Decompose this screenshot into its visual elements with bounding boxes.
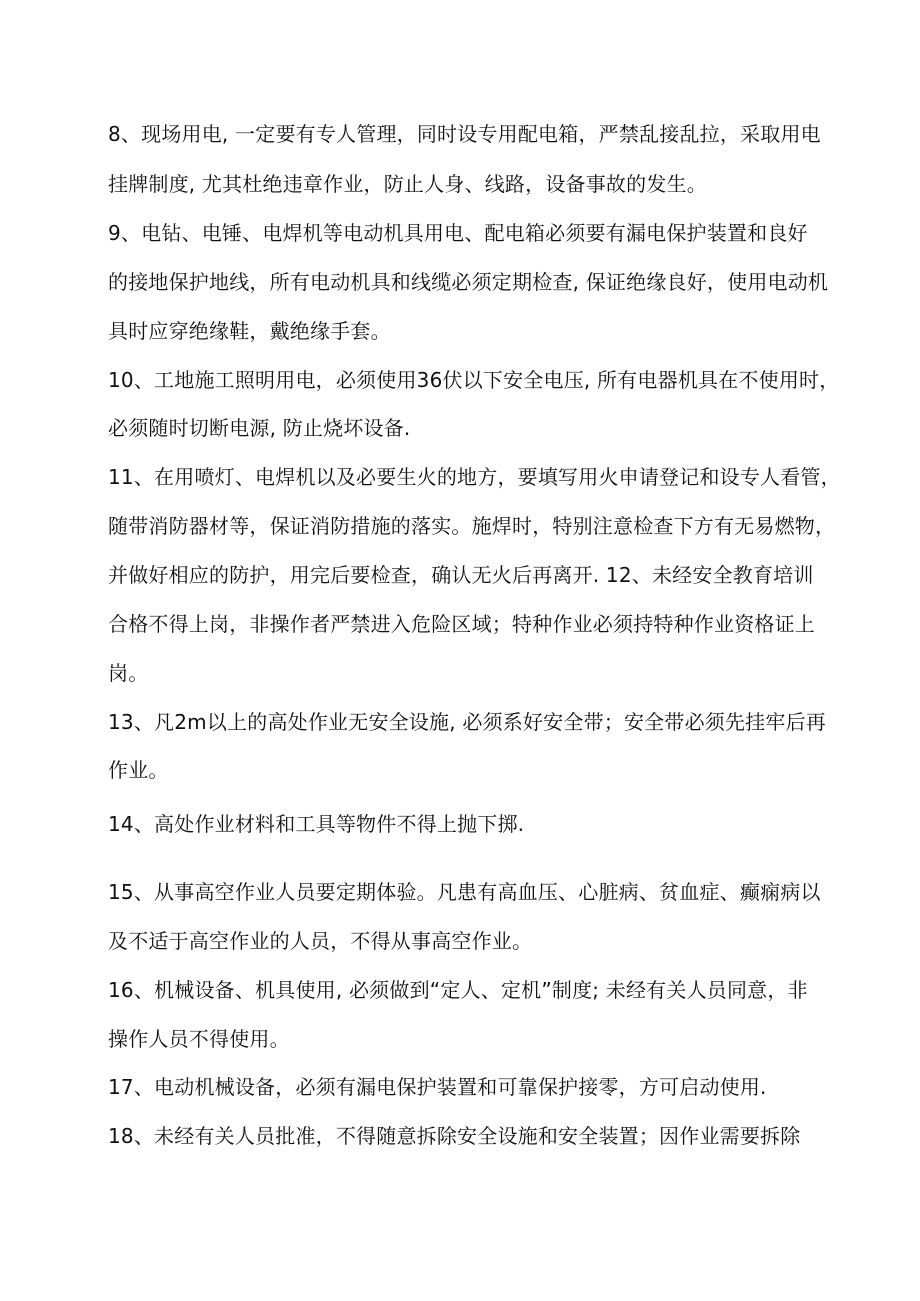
text-line: 操作人员不得使用。 — [108, 1027, 290, 1051]
text-line: 15、从事高空作业人员要定期体验。凡患有高血压、心脏病、贫血症、癫痫病以 — [108, 880, 821, 904]
text-line: 16、机械设备、机具使用, 必须做到“定人、定机”制度; 未经有关人员同意，非 — [108, 978, 808, 1002]
text-line: 随带消防器材等，保证消防措施的落实。施焊时，特别注意检查下方有无易燃物， — [108, 514, 836, 538]
text-line: 14、高处作业材料和工具等物件不得上抛下掷. — [108, 812, 525, 836]
text-line: 的接地保护地线，所有电动机具和线缆必须定期检查, 保证绝缘良好，使用电动机 — [108, 270, 829, 294]
text-line: 17、电动机械设备，必须有漏电保护装置和可靠保护接零，方可启动使用. — [108, 1075, 767, 1099]
text-line: 挂牌制度, 尤其杜绝违章作业，防止人身、线路，设备事故的发生。 — [108, 172, 707, 196]
text-line: 并做好相应的防护，用完后要检查，确认无火后再离开. 12、未经安全教育培训 — [108, 563, 814, 587]
text-line: 及不适于高空作业的人员，不得从事高空作业。 — [108, 929, 533, 953]
text-line: 18、未经有关人员批准，不得随意拆除安全设施和安全装置；因作业需要拆除 — [108, 1124, 801, 1148]
text-line: 岗。 — [108, 661, 149, 685]
text-line: 9、电钻、电锤、电焊机等电动机具用电、配电箱必须要有漏电保护装置和良好 — [108, 221, 808, 245]
text-line: 11、在用喷灯、电焊机以及必要生火的地方，要填写用火申请登记和设专人看管， — [108, 465, 841, 489]
text-line: 必须随时切断电源, 防止烧坏设备. — [108, 416, 411, 440]
text-line: 具时应穿绝缘鞋，戴绝缘手套。 — [108, 319, 391, 343]
text-line: 合格不得上岗，非操作者严禁进入危险区域；特种作业必须持特种作业资格证上 — [108, 612, 815, 636]
text-line: 8、现场用电, 一定要有专人管理，同时设专用配电箱，严禁乱接乱拉，采取用电 — [108, 122, 821, 146]
text-line: 13、凡2m以上的高处作业无安全设施, 必须系好安全带；安全带必须先挂牢后再 — [108, 710, 826, 734]
text-line: 作业。 — [108, 758, 169, 782]
text-line: 10、工地施工照明用电，必须使用36伏以下安全电压, 所有电器机具在不使用时， — [108, 368, 840, 392]
